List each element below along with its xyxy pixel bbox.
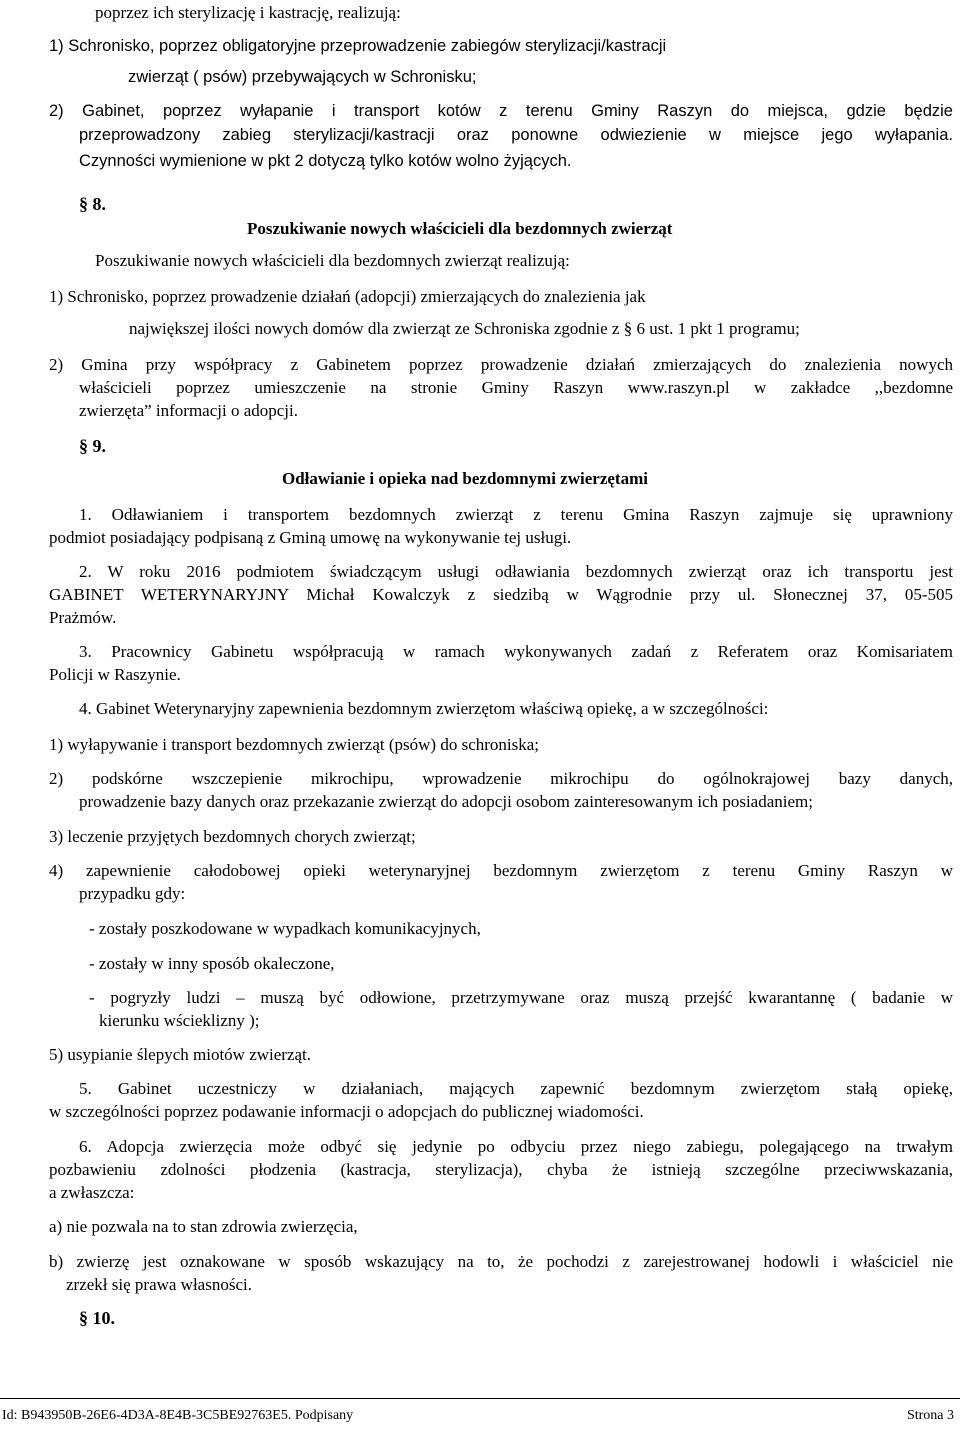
section8-title: Poszukiwanie nowych właścicieli dla bezdomnych zwierząt [247, 219, 673, 238]
footer-divider [0, 1398, 960, 1399]
section9-p4-item2-line1: 2) podskórne wszczepienie mikrochipu, wprowadzenie mikrochipu do ogólnokrajowej bazy danych, [49, 769, 953, 788]
section9-p3-line1: 3. Pracownicy Gabinetu współpracują w ramach wykonywanych zadań z Referatem oraz Komisariatem [79, 642, 953, 661]
section9-title: Odławianie i opieka nad bezdomnymi zwierzętami [282, 469, 648, 488]
section9-item-b-line2: zrzekł się prawa własności. [66, 1275, 252, 1294]
section9-p4-item4-line2: przypadku gdy: [79, 884, 186, 903]
section9-p4-item4-line1: 4) zapewnienie całodobowej opieki weterynaryjnej bezdomnym zwierzętom z terenu Gminy Raszyn w [49, 861, 953, 880]
section9-dash-item1: - zostały poszkodowane w wypadkach komunikacyjnych, [89, 919, 481, 938]
section9-p5-line2: w szczególności poprzez podawanie informacji o adopcjach do publicznej wiadomości. [49, 1102, 644, 1121]
section7-item2-line1: 2) Gabinet, poprzez wyłapanie i transport kotów z terenu Gminy Raszyn do miejsca, gdzie będzie [49, 102, 953, 120]
section7-item2-line3: Czynności wymienione w pkt 2 dotyczą tylko kotów wolno żyjących. [79, 152, 572, 170]
section8-item1-line1: 1) Schronisko, poprzez prowadzenie działań (adopcji) zmierzających do znalezienia jak [49, 287, 646, 306]
section8-item2-line3: zwierzęta” informacji o adopcji. [79, 401, 298, 420]
section8-item1-line2: największej ilości nowych domów dla zwierząt ze Schroniska zgodnie z § 6 ust. 1 pkt 1 programu; [129, 319, 800, 338]
section9-dash-item3-line1: - pogryzły ludzi – muszą być odłowione, przetrzymywane oraz muszą przejść kwarantannę ( badanie w [89, 988, 953, 1007]
section9-p3-line2: Policji w Raszynie. [49, 665, 181, 684]
section8-number: § 8. [79, 194, 106, 214]
section9-p2-line3: Prażmów. [49, 608, 117, 627]
section9-p2-line2: GABINET WETERYNARYJNY Michał Kowalczyk z siedzibą w Wągrodnie przy ul. Słonecznej 37, 05-505 [49, 585, 953, 604]
section9-p4-item5: 5) usypianie ślepych miotów zwierząt. [49, 1045, 312, 1064]
section7-item1-line2: zwierząt ( psów) przebywających w Schronisku; [128, 68, 477, 86]
section9-number: § 9. [79, 436, 106, 456]
section9-p6-line2: pozbawieniu zdolności płodzenia (kastracja, sterylizacja), chyba że istnieją szczególne przeciwwskazania, [49, 1160, 953, 1179]
section9-p5-line1: 5. Gabinet uczestniczy w działaniach, mających zapewnić bezdomnym zwierzętom stałą opiekę, [79, 1079, 953, 1098]
footer-document-id: Id: B943950B-26E6-4D3A-8E4B-3C5BE92763E5. Podpisany [2, 1408, 354, 1423]
section8-item2-line1: 2) Gmina przy współpracy z Gabinetem poprzez prowadzenie działań zmierzających do znalezienia nowych [49, 355, 953, 374]
section9-dash-item2: - zostały w inny sposób okaleczone, [89, 954, 335, 973]
section9-dash-item3-line2: kierunku wścieklizny ); [99, 1011, 260, 1030]
section7-item2-line2: przeprowadzony zabieg sterylizacji/kastracji oraz ponowne odwiezienie w miejsce jego wyłapania. [79, 126, 953, 144]
section8-intro: Poszukiwanie nowych właścicieli dla bezdomnych zwierząt realizują: [95, 251, 570, 270]
section9-p6-line3: a zwłaszcza: [49, 1183, 135, 1202]
section9-p4: 4. Gabinet Weterynaryjny zapewnienia bezdomnym zwierzętom właściwą opiekę, a w szczególności: [79, 699, 769, 718]
section9-p4-item2-line2: prowadzenie bazy danych oraz przekazanie zwierząt do adopcji osobom zainteresowanym ich posiadaniem; [79, 792, 813, 811]
footer-page-number: Strona 3 [906, 1408, 954, 1423]
section9-p1-line1: 1. Odławianiem i transportem bezdomnych zwierząt z terenu Gmina Raszyn zajmuje się uprawniony [79, 505, 953, 524]
section9-item-b-line1: b) zwierzę jest oznakowane w sposób wskazujący na to, że pochodzi z zarejestrowanej hodowli i właściciel nie [49, 1252, 953, 1271]
section9-p4-item1: 1) wyłapywanie i transport bezdomnych zwierząt (psów) do schroniska; [49, 735, 540, 754]
section9-p4-item3: 3) leczenie przyjętych bezdomnych chorych zwierząt; [49, 827, 416, 846]
section10-number: § 10. [79, 1308, 115, 1328]
section9-p2-line1: 2. W roku 2016 podmiotem świadczącym usługi odławiania bezdomnych zwierząt oraz ich transportu jest [79, 562, 953, 581]
section9-item-a: a) nie pozwala na to stan zdrowia zwierzęcia, [49, 1217, 358, 1236]
section9-p6-line1: 6. Adopcja zwierzęcia może odbyć się jedynie po odbyciu przez niego zabiegu, polegającego na trwałym [79, 1137, 953, 1156]
section9-p1-line2: podmiot posiadający podpisaną z Gminą umowę na wykonywanie tej usługi. [49, 528, 572, 547]
section7-item1-line1: 1) Schronisko, poprzez obligatoryjne przeprowadzenie zabiegów sterylizacji/kastracji [49, 37, 667, 55]
section8-item2-line2: właścicieli poprzez umieszczenie na stronie Gminy Raszyn www.raszyn.pl w zakładce ,,bezdomne [79, 378, 953, 397]
section7-intro: poprzez ich sterylizację i kastrację, realizują: [95, 3, 401, 22]
